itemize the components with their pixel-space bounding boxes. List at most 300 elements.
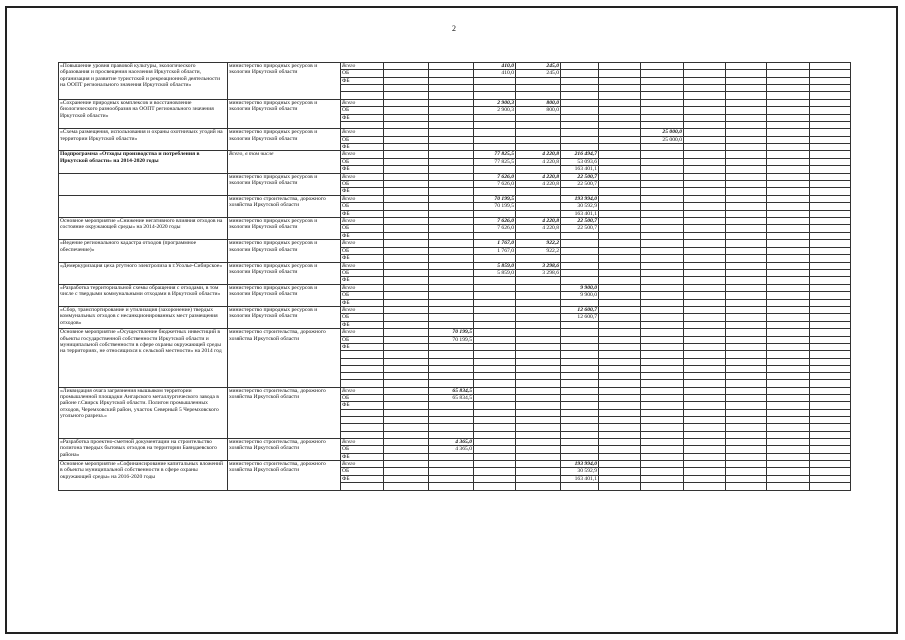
amount-cell	[726, 107, 767, 114]
activity-name-cell	[59, 173, 228, 195]
amount-cell	[726, 232, 767, 239]
activity-name-cell: «Демеркуризация цеха ртутного электролиза в г.Усолье-Сибирское»	[59, 262, 228, 284]
responsible-executor-cell: министерство природных ресурсов и экологии Иркутской области	[228, 173, 341, 195]
amount-cell	[767, 424, 810, 431]
amount-cell	[561, 70, 599, 77]
amount-cell	[599, 373, 641, 380]
amount-cell	[429, 70, 474, 77]
amount-cell	[599, 277, 641, 284]
amount-cell	[810, 269, 851, 276]
amount-cell	[384, 203, 429, 210]
funding-source-cell	[341, 380, 384, 387]
amount-cell	[726, 314, 767, 321]
amount-cell	[429, 277, 474, 284]
amount-cell: 12 600,7	[561, 314, 599, 321]
amount-cell	[726, 299, 767, 306]
amount-cell	[516, 402, 561, 409]
amount-cell	[599, 99, 641, 106]
amount-cell: 4 220,8	[516, 158, 561, 165]
activity-name-cell: Основное мероприятие «Осуществление бюджетных инвестиций в объекты государственной собственности Иркутской области и муниципальной собственности в сфере охраны окружающей среды на территориях, не относящихся к сельской местности» на 2014 год	[59, 329, 228, 387]
funding-source-cell: ФБ	[341, 277, 384, 284]
amount-cell: 70 199,5	[474, 203, 516, 210]
amount-cell	[767, 409, 810, 416]
amount-cell	[429, 173, 474, 180]
amount-cell	[384, 188, 429, 195]
amount-cell	[474, 210, 516, 217]
funding-source-cell: ФБ	[341, 210, 384, 217]
amount-cell	[561, 343, 599, 350]
amount-cell	[599, 203, 641, 210]
amount-cell	[767, 203, 810, 210]
amount-cell	[767, 468, 810, 475]
amount-cell	[516, 129, 561, 136]
amount-cell	[516, 92, 561, 99]
amount-cell	[599, 136, 641, 143]
amount-cell	[810, 77, 851, 84]
amount-cell	[767, 92, 810, 99]
amount-cell	[641, 247, 684, 254]
amount-cell	[641, 195, 684, 202]
amount-cell	[641, 409, 684, 416]
amount-cell	[474, 166, 516, 173]
activity-name-cell: «Сбор, транспортирование и утилизация (захоронение) твердых коммунальных отходов с несанкционированных мест размещения отходов»	[59, 306, 228, 328]
funding-source-cell: ОБ	[341, 203, 384, 210]
amount-cell	[810, 173, 851, 180]
amount-cell	[561, 446, 599, 453]
funding-source-cell: Всего	[341, 99, 384, 106]
amount-cell	[726, 269, 767, 276]
amount-cell	[561, 387, 599, 394]
amount-cell	[641, 329, 684, 336]
table-row	[59, 129, 851, 136]
amount-cell: 410,0	[474, 63, 516, 70]
amount-cell	[726, 277, 767, 284]
amount-cell: 7 626,0	[474, 225, 516, 232]
amount-cell	[384, 247, 429, 254]
amount-cell	[767, 255, 810, 262]
amount-cell	[767, 351, 810, 358]
amount-cell	[561, 395, 599, 402]
funding-source-cell: ФБ	[341, 402, 384, 409]
amount-cell	[429, 321, 474, 328]
funding-source-cell: ФБ	[341, 453, 384, 460]
amount-cell	[810, 232, 851, 239]
amount-cell	[767, 85, 810, 92]
amount-cell	[726, 321, 767, 328]
amount-cell: 9 900,0	[561, 284, 599, 291]
amount-cell	[684, 255, 726, 262]
amount-cell	[429, 195, 474, 202]
amount-cell	[726, 431, 767, 438]
amount-cell	[599, 262, 641, 269]
amount-cell: 410,0	[474, 70, 516, 77]
amount-cell	[767, 314, 810, 321]
amount-cell	[474, 321, 516, 328]
funding-source-cell: ФБ	[341, 114, 384, 121]
amount-cell	[429, 358, 474, 365]
amount-cell	[474, 277, 516, 284]
amount-cell	[599, 336, 641, 343]
table-row	[59, 438, 851, 445]
amount-cell	[726, 461, 767, 468]
amount-cell	[641, 461, 684, 468]
amount-cell	[474, 129, 516, 136]
amount-cell	[810, 277, 851, 284]
funding-source-cell: ФБ	[341, 166, 384, 173]
amount-cell	[599, 329, 641, 336]
amount-cell	[474, 483, 516, 490]
amount-cell	[561, 114, 599, 121]
amount-cell	[810, 92, 851, 99]
amount-cell	[516, 373, 561, 380]
funding-source-cell: ОБ	[341, 247, 384, 254]
activity-name-cell: «Ликвидация очага загрязнения мышьяком территории промышленной площадки Ангарского металлургического завода в районе г.Свирск Иркутской области. Полигон промышленных отходов, Черемховский район, участок Северный 5 Черемховского угольного разреза.»	[59, 387, 228, 438]
amount-cell	[726, 195, 767, 202]
amount-cell	[684, 269, 726, 276]
amount-cell	[767, 299, 810, 306]
amount-cell	[810, 240, 851, 247]
amount-cell	[516, 306, 561, 313]
amount-cell	[599, 409, 641, 416]
amount-cell	[384, 417, 429, 424]
amount-cell	[684, 210, 726, 217]
amount-cell	[726, 453, 767, 460]
amount-cell: 245,0	[516, 70, 561, 77]
amount-cell	[726, 351, 767, 358]
responsible-executor-cell: министерство строительства, дорожного хозяйства Иркутской области	[228, 195, 341, 217]
amount-cell	[810, 373, 851, 380]
amount-cell	[474, 380, 516, 387]
amount-cell	[599, 188, 641, 195]
amount-cell	[726, 247, 767, 254]
amount-cell	[516, 85, 561, 92]
amount-cell	[684, 107, 726, 114]
amount-cell	[384, 468, 429, 475]
amount-cell	[516, 188, 561, 195]
amount-cell	[429, 461, 474, 468]
amount-cell	[684, 475, 726, 482]
activity-name-cell: Основное мероприятие «Снижение негативного влияния отходов на состояние окружающей среды» на 2014-2020 годы	[59, 218, 228, 240]
amount-cell	[810, 151, 851, 158]
amount-cell	[641, 343, 684, 350]
amount-cell	[384, 284, 429, 291]
amount-cell	[810, 262, 851, 269]
funding-source-cell: Всего	[341, 438, 384, 445]
amount-cell	[767, 387, 810, 394]
amount-cell	[767, 99, 810, 106]
responsible-executor-cell: министерство строительства, дорожного хозяйства Иркутской области	[228, 387, 341, 438]
amount-cell	[561, 409, 599, 416]
amount-cell	[641, 121, 684, 128]
amount-cell	[429, 431, 474, 438]
responsible-executor-cell: министерство природных ресурсов и экологии Иркутской области	[228, 99, 341, 128]
amount-cell	[726, 424, 767, 431]
amount-cell	[516, 409, 561, 416]
amount-cell	[516, 417, 561, 424]
amount-cell	[641, 336, 684, 343]
amount-cell	[429, 247, 474, 254]
funding-source-cell: ФБ	[341, 475, 384, 482]
amount-cell	[599, 395, 641, 402]
amount-cell	[767, 358, 810, 365]
amount-cell	[810, 321, 851, 328]
amount-cell: 12 600,7	[561, 306, 599, 313]
amount-cell	[767, 461, 810, 468]
amount-cell	[641, 417, 684, 424]
amount-cell	[684, 343, 726, 350]
amount-cell	[599, 255, 641, 262]
amount-cell: 193 994,0	[561, 461, 599, 468]
amount-cell	[474, 336, 516, 343]
amount-cell	[429, 468, 474, 475]
amount-cell	[561, 144, 599, 151]
amount-cell	[684, 453, 726, 460]
amount-cell	[810, 121, 851, 128]
amount-cell	[684, 321, 726, 328]
activity-name-cell: Основное мероприятие «Софинансирование капитальных вложений в объекты муниципальной собственности в сфере охраны окружающей среды» на 2016-2020 годы	[59, 461, 228, 490]
amount-cell	[810, 85, 851, 92]
amount-cell	[429, 136, 474, 143]
amount-cell	[767, 475, 810, 482]
amount-cell	[561, 351, 599, 358]
amount-cell	[684, 181, 726, 188]
amount-cell	[767, 453, 810, 460]
amount-cell	[767, 483, 810, 490]
amount-cell	[516, 351, 561, 358]
amount-cell: 193 994,0	[561, 195, 599, 202]
amount-cell	[561, 77, 599, 84]
amount-cell	[599, 77, 641, 84]
funding-source-cell: Всего	[341, 151, 384, 158]
amount-cell	[384, 438, 429, 445]
amount-cell	[599, 158, 641, 165]
amount-cell	[767, 365, 810, 372]
amount-cell	[641, 373, 684, 380]
amount-cell	[474, 351, 516, 358]
amount-cell	[516, 453, 561, 460]
amount-cell	[516, 144, 561, 151]
amount-cell	[474, 232, 516, 239]
amount-cell	[726, 240, 767, 247]
amount-cell	[429, 483, 474, 490]
amount-cell	[767, 107, 810, 114]
amount-cell	[810, 247, 851, 254]
amount-cell	[516, 438, 561, 445]
funding-source-cell: ОБ	[341, 446, 384, 453]
amount-cell	[767, 151, 810, 158]
amount-cell	[726, 284, 767, 291]
amount-cell	[810, 114, 851, 121]
amount-cell	[641, 188, 684, 195]
amount-cell	[810, 409, 851, 416]
amount-cell	[599, 114, 641, 121]
amount-cell	[726, 77, 767, 84]
amount-cell	[516, 329, 561, 336]
amount-cell	[767, 158, 810, 165]
activity-name-cell: «Схема размещения, использования и охраны охотничьих угодий на территории Иркутской области»	[59, 129, 228, 151]
funding-source-cell: Всего	[341, 195, 384, 202]
amount-cell	[599, 151, 641, 158]
amount-cell	[726, 292, 767, 299]
amount-cell	[810, 351, 851, 358]
amount-cell	[684, 373, 726, 380]
amount-cell	[599, 181, 641, 188]
amount-cell	[641, 402, 684, 409]
funding-source-cell: ФБ	[341, 188, 384, 195]
amount-cell	[384, 107, 429, 114]
amount-cell	[767, 402, 810, 409]
amount-cell	[810, 129, 851, 136]
amount-cell	[810, 255, 851, 262]
amount-cell: 22 500,7	[561, 218, 599, 225]
funding-source-cell: ОБ	[341, 269, 384, 276]
funding-source-cell	[341, 121, 384, 128]
amount-cell	[641, 380, 684, 387]
funding-source-cell: Всего	[341, 63, 384, 70]
amount-cell	[384, 387, 429, 394]
amount-cell	[561, 329, 599, 336]
table-row	[59, 240, 851, 247]
amount-cell: 7 626,0	[474, 173, 516, 180]
funding-source-cell	[341, 351, 384, 358]
amount-cell	[767, 329, 810, 336]
amount-cell	[561, 269, 599, 276]
amount-cell	[641, 446, 684, 453]
amount-cell	[429, 107, 474, 114]
funding-source-cell: ФБ	[341, 232, 384, 239]
funding-source-cell: ОБ	[341, 181, 384, 188]
amount-cell	[726, 144, 767, 151]
amount-cell	[684, 129, 726, 136]
amount-cell	[429, 77, 474, 84]
activity-name-cell: «Разработка территориальной схемы обращения с отходами, в том числе с твердыми коммунальными отходами в Иркутской области»	[59, 284, 228, 306]
amount-cell	[384, 431, 429, 438]
amount-cell	[767, 70, 810, 77]
amount-cell	[726, 262, 767, 269]
amount-cell	[684, 240, 726, 247]
amount-cell	[516, 424, 561, 431]
amount-cell	[516, 114, 561, 121]
amount-cell	[810, 181, 851, 188]
amount-cell	[767, 195, 810, 202]
amount-cell: 800,0	[516, 107, 561, 114]
amount-cell	[384, 277, 429, 284]
amount-cell	[599, 92, 641, 99]
amount-cell	[641, 269, 684, 276]
amount-cell	[767, 373, 810, 380]
amount-cell	[516, 446, 561, 453]
amount-cell	[474, 402, 516, 409]
amount-cell	[599, 468, 641, 475]
amount-cell	[599, 358, 641, 365]
amount-cell: 70 199,5	[474, 195, 516, 202]
amount-cell	[384, 365, 429, 372]
amount-cell	[767, 210, 810, 217]
amount-cell	[684, 424, 726, 431]
funding-source-cell	[341, 358, 384, 365]
amount-cell: 1 767,0	[474, 247, 516, 254]
amount-cell	[429, 218, 474, 225]
amount-cell	[684, 144, 726, 151]
funding-source-cell: ОБ	[341, 292, 384, 299]
amount-cell	[641, 107, 684, 114]
funding-source-cell: Всего	[341, 284, 384, 291]
amount-cell	[641, 306, 684, 313]
amount-cell	[810, 336, 851, 343]
amount-cell	[767, 277, 810, 284]
amount-cell	[767, 129, 810, 136]
amount-cell	[429, 453, 474, 460]
amount-cell	[384, 292, 429, 299]
amount-cell	[561, 453, 599, 460]
amount-cell	[474, 475, 516, 482]
funding-source-cell: Всего	[341, 262, 384, 269]
amount-cell	[684, 63, 726, 70]
amount-cell	[767, 166, 810, 173]
amount-cell	[726, 438, 767, 445]
amount-cell: 4 220,8	[516, 181, 561, 188]
responsible-executor-cell: Всего, в том числе	[228, 151, 341, 173]
amount-cell	[384, 358, 429, 365]
amount-cell	[429, 225, 474, 232]
amount-cell	[684, 409, 726, 416]
funding-source-cell: Всего	[341, 461, 384, 468]
amount-cell	[684, 232, 726, 239]
amount-cell	[810, 483, 851, 490]
amount-cell	[641, 299, 684, 306]
amount-cell	[429, 121, 474, 128]
amount-cell	[810, 99, 851, 106]
table-row	[59, 218, 851, 225]
amount-cell	[641, 203, 684, 210]
amount-cell	[810, 70, 851, 77]
amount-cell	[516, 365, 561, 372]
amount-cell	[429, 262, 474, 269]
amount-cell	[599, 402, 641, 409]
amount-cell	[726, 188, 767, 195]
amount-cell	[810, 365, 851, 372]
amount-cell: 4 365,0	[429, 446, 474, 453]
amount-cell	[684, 225, 726, 232]
amount-cell	[516, 380, 561, 387]
amount-cell	[561, 358, 599, 365]
amount-cell: 25 000,0	[641, 129, 684, 136]
amount-cell	[599, 232, 641, 239]
amount-cell	[384, 453, 429, 460]
amount-cell	[641, 99, 684, 106]
amount-cell	[516, 343, 561, 350]
amount-cell	[726, 121, 767, 128]
amount-cell: 245,0	[516, 63, 561, 70]
table-row	[59, 151, 851, 158]
amount-cell	[684, 77, 726, 84]
amount-cell	[684, 99, 726, 106]
amount-cell	[561, 232, 599, 239]
amount-cell	[429, 373, 474, 380]
amount-cell	[561, 107, 599, 114]
amount-cell	[599, 351, 641, 358]
amount-cell	[767, 188, 810, 195]
amount-cell	[516, 166, 561, 173]
amount-cell	[429, 424, 474, 431]
amount-cell	[516, 232, 561, 239]
amount-cell	[599, 306, 641, 313]
amount-cell	[726, 373, 767, 380]
amount-cell	[429, 63, 474, 70]
amount-cell	[516, 468, 561, 475]
amount-cell	[641, 453, 684, 460]
amount-cell	[684, 195, 726, 202]
